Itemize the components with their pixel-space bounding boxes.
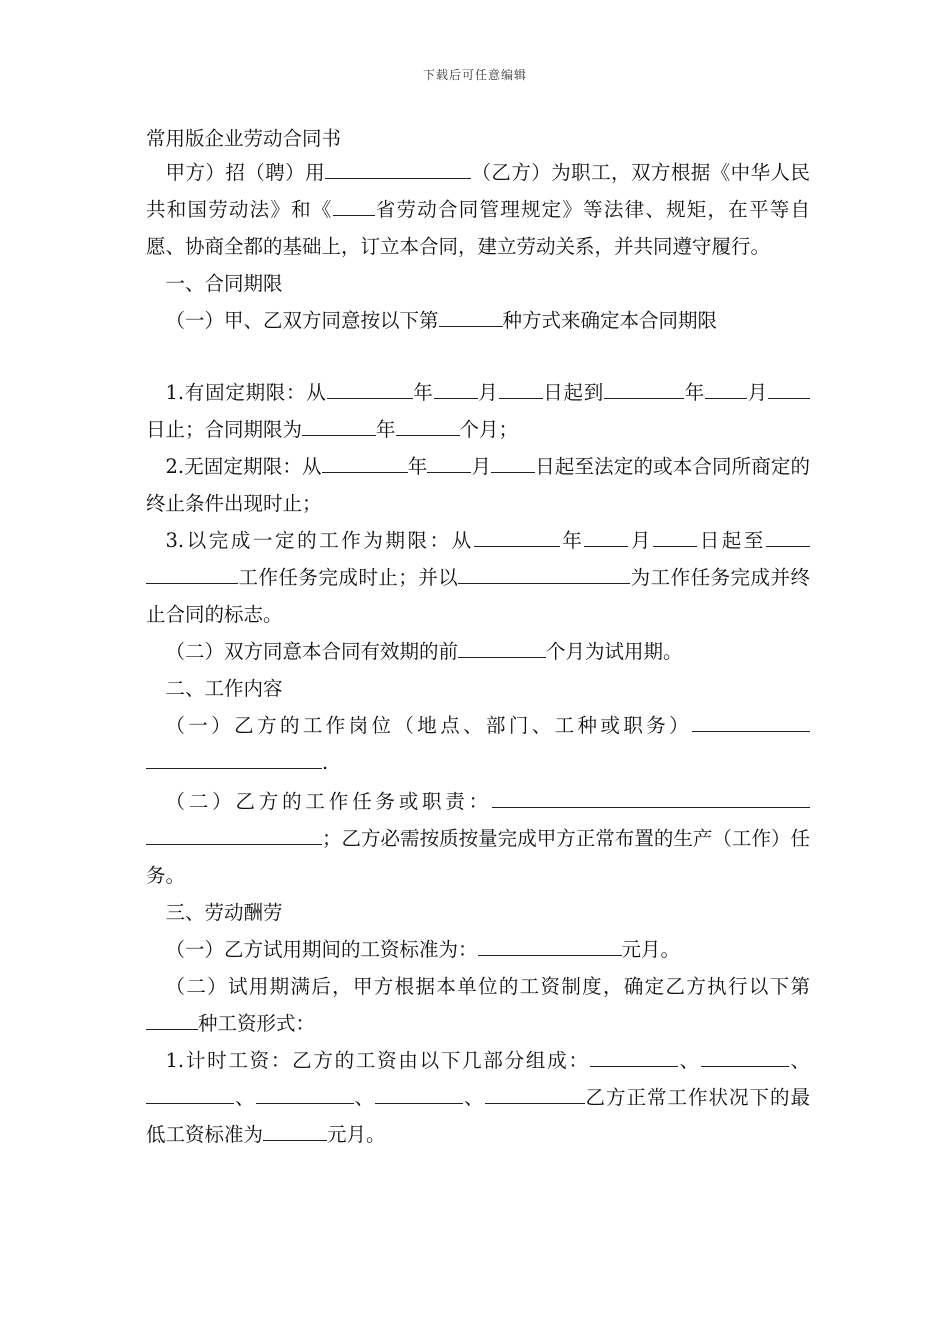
month-label: 月 [746,381,768,404]
minimum-wage-blank[interactable] [263,1122,327,1141]
job-duties-end-text: ；乙方必需按质按量完成甲方正常布置的生产（工作）任务。 [146,827,810,887]
intro-text-a: 甲方）招（聘）用 [165,161,326,184]
page-header-note: 下载后可任意编辑 [422,68,527,82]
open-term-item [146,448,810,522]
job-position-blank-a[interactable] [692,713,810,732]
open-start-day-blank[interactable] [491,454,535,473]
province-blank[interactable] [333,197,375,216]
open-start-month-blank[interactable] [427,454,471,473]
separator: 、 [353,1086,375,1109]
term-method-blank[interactable] [439,308,503,327]
task-start-day-blank[interactable] [653,528,697,547]
year-label: 年 [683,381,705,404]
job-position-blank-b[interactable] [146,750,322,769]
start-day-blank[interactable] [499,380,543,399]
month-label: 月 [471,455,492,478]
job-position-text: （一）乙方的工作岗位（地点、部门、工种或职务） [165,714,692,737]
task-term-mid-text: 工作任务完成时止；并以 [238,566,459,589]
intro-text-b: （乙方）为职工，双方根据《中华人民共和国劳动法》和《 [146,161,810,221]
open-start-year-blank[interactable] [322,454,408,473]
job-duties-text: （二）乙方的工作任务或职责： [165,790,492,813]
task-name-blank-b[interactable] [146,565,238,584]
day-to-label: 日起至 [697,529,766,552]
end-month-blank[interactable] [705,380,747,399]
separator: 、 [788,1049,810,1072]
job-duties-blank-a[interactable] [492,789,810,808]
start-month-blank[interactable] [434,380,478,399]
start-year-blank[interactable] [327,380,413,399]
job-duties-paragraph [146,783,810,894]
wage-part-blank-2[interactable] [701,1048,789,1067]
task-term-text: 3.以完成一定的工作为期限：从 [165,529,474,552]
wage-form-paragraph [146,968,810,1042]
wage-form-text: （二）试用期满后，甲方根据本单位的工资制度，确定乙方执行以下第 [165,975,810,998]
probation-text-a: （二）双方同意本合同有效期的前 [165,640,459,663]
task-name-blank-a[interactable] [766,528,810,547]
wage-part-blank-1[interactable] [590,1048,678,1067]
probation-wage-text: （一）乙方试用期间的工资标准为： [165,938,478,961]
duration-years-blank[interactable] [302,417,376,436]
period-mark: . [322,751,329,774]
wage-form-blank[interactable] [146,1011,198,1030]
task-term-end-text: 为工作任务完成并终止合同的标志。 [146,566,810,626]
minimum-wage-text: 乙方正常工作状况下的最低工资标准为 [146,1086,810,1146]
wage-part-blank-3[interactable] [146,1085,234,1104]
month-label: 月 [628,529,654,552]
probation-months-blank[interactable] [458,639,546,658]
intro-paragraph [146,154,810,265]
hourly-wage-text: 1.计时工资：乙方的工资由以下几部分组成： [165,1049,590,1072]
section1-p1-text-a: （一）甲、乙双方同意按以下第 [165,309,439,332]
wage-unit-text: 元月。 [327,1123,386,1146]
contract-document [146,124,810,1153]
year-label: 年 [412,381,434,404]
section1-p1-text-b: 种方式来确定本合同期限 [502,309,718,332]
year-label: 年 [559,529,585,552]
year-label: 年 [376,418,396,441]
month-label: 月 [477,381,499,404]
year-label: 年 [407,455,428,478]
section3-heading: 三、劳动酬劳 [165,901,283,924]
months-label: 个月； [459,418,519,441]
fixed-term-item [146,374,810,448]
wage-part-blank-6[interactable] [485,1085,585,1104]
task-start-year-blank[interactable] [474,528,560,547]
spacer [146,339,810,374]
wage-part-blank-5[interactable] [375,1085,463,1104]
completion-mark-blank[interactable] [458,565,630,584]
task-term-item [146,522,810,633]
probation-paragraph [146,633,810,670]
open-term-text: 2.无固定期限：从 [165,455,322,478]
separator: 、 [677,1049,701,1072]
fixed-term-text: 1.有固定期限：从 [165,381,327,404]
task-start-month-blank[interactable] [584,528,628,547]
duration-text: 日止；合同期限为 [146,418,303,441]
job-duties-blank-b[interactable] [146,826,322,845]
open-term-end-text: 日起至法定的或本合同所商定的终止条件出现时止； [146,455,810,515]
wage-unit-text: 元月。 [621,938,681,961]
probation-wage-paragraph [146,931,810,968]
separator: 、 [234,1086,256,1109]
end-day-blank[interactable] [768,380,810,399]
intro-text-c: 省劳动合同管理规定》等法律、规矩，在平等自愿、协商全都的基础上，订立本合同，建立劳动关系，并共同遵守履行。 [146,198,810,258]
job-position-paragraph [146,707,810,781]
duration-months-blank[interactable] [396,417,460,436]
employee-name-blank[interactable] [325,160,471,179]
section1-heading: 一、合同期限 [165,272,283,295]
separator: 、 [463,1086,485,1109]
wage-part-blank-4[interactable] [256,1085,354,1104]
day-to-label: 日起到 [542,381,604,404]
hourly-wage-paragraph [146,1042,810,1153]
end-year-blank[interactable] [604,380,684,399]
section1-paragraph1 [146,302,810,339]
document-title: 常用版企业劳动合同书 [146,127,342,150]
probation-wage-blank[interactable] [478,937,622,956]
section2-heading: 二、工作内容 [165,677,283,700]
probation-text-b: 个月为试用期。 [546,640,683,663]
wage-form-end-text: 种工资形式： [198,1012,316,1035]
